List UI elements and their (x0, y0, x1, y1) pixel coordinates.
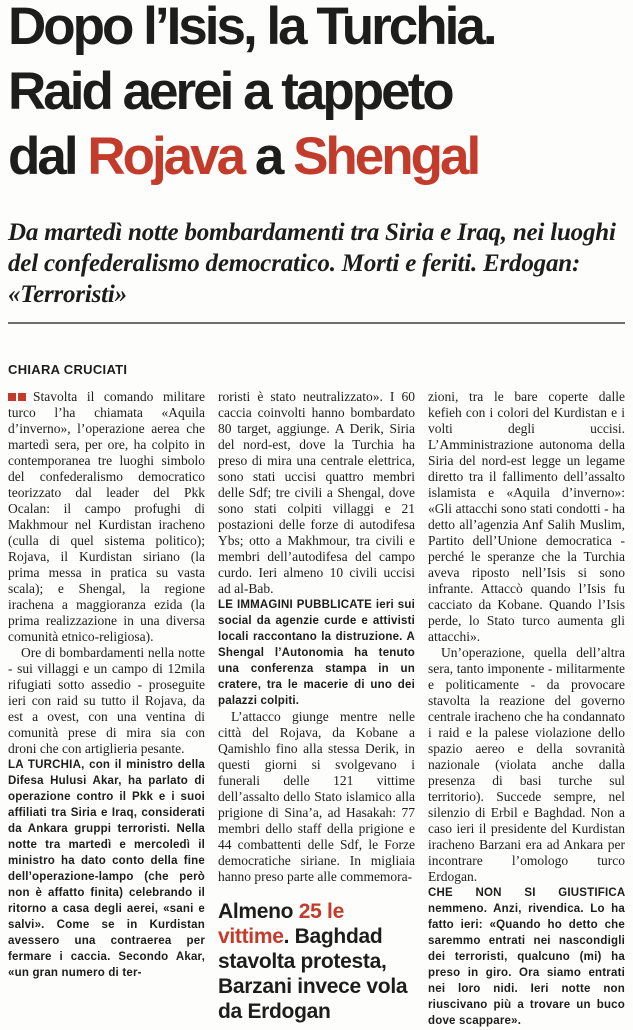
headline-line (8, 59, 625, 124)
article-column-3 (428, 389, 625, 1029)
plain-text: Dopo l’Isis, la Turchia. (8, 0, 495, 56)
plain-text: a (243, 127, 294, 186)
accent-text: 25 le vittime (218, 900, 344, 948)
run-in-head: LA TURCHIA, (8, 759, 85, 771)
paragraph: L’attacco giunge mentre nelle città del Rojava, da Kobane a Qamishlo fino alla stessa Derik, in questi giorni si svolgevano i funerali delle 121 vittime dell’assalto dello Stato islamico alla prigione di Sina’a, ad Hasakah: 77 membri dello staff della prigione e 44 combattenti delle Sdf, le Forze democratiche siriane. In migliaia hanno preso parte alle commemora- (218, 709, 415, 884)
paragraph: LE IMMAGINI PUBBLICATE ieri sui social da agenzie curde e attivisti locali raccontano la distruzione. A Shengal l’Autonomia ha tenuto una conferenza stampa in un cratere, tra le macerie di uno dei palazzi colpiti. (218, 599, 415, 707)
plain-text: dal (8, 127, 88, 186)
pull-quote (218, 899, 415, 1024)
article-column-1 (8, 389, 205, 1029)
paragraph: Stavolta il comando militare turco l’ha chiamata «Aquila d’inverno», l’operazione aerea che martedì sera, per ore, ha colpito in contemporanea tre luoghi simbolo del confederalismo democratico teorizzato dal leader del Pkk Ocalan: il campo profughi di Makhmour nel Kurdistan iracheno (culla di quel sistema politico); Rojava, il Kurdistan siriano (la prima messa in pratica su vasta scala); e Shengal, la regione irachena a maggioranza ezida (la prima realizzazione in una diversa comunità etnico-religiosa). (8, 389, 205, 644)
plain-text: Raid aerei a tappeto (8, 62, 452, 121)
headline (8, 0, 625, 189)
headline-line (8, 0, 625, 59)
plain-text: . Baghdad stavolta protesta, Barzani invece vola da Erdogan (218, 925, 408, 1023)
paragraph: roristi è stato neutralizzato». I 60 caccia coinvolti hanno bombardato 80 target, aggiunge. A Derik, Siria del nord-est, dove la Turchia ha preso di mira una centrale elettrica, sono stati uccisi quattro membri delle Sdf; tre civili a Shengal, dove sono stati colpiti villaggi e 21 postazioni delle forze di autodifesa Ybs; otto a Makhmour, tra civili e membri dell’autodifesa del campo curdo. Ieri almeno 10 civili uccisi ad al-Bab. (218, 389, 415, 596)
paragraph: Ore di bombardamenti nella notte - sui villaggi e un campo di 12mila rifugiati sotto assedio - proseguite ieri con raid su tutto il Rojava, da est a ovest, con una ventina di comunità prese di mira sia con droni che con artiglieria pesante. (8, 645, 205, 756)
accent-text: Shengal (293, 127, 479, 186)
plain-text: Almeno (218, 900, 299, 923)
paragraph: zioni, tra le bare coperte dalle kefieh con i colori del Kurdistan e i volti degli uccisi. L’Amministrazione autonoma della Siria del nord-est legge un legame diretto tra il fallimento dell’assalto islamista e «Aquila d’inverno»: «Gli attacchi sono stati condotti - ha detto all’agenzia Anf Salih Muslim, Partito dell’Unione democratica - perché le speranze che la Turchia aveva riposto nell’Isis si sono infrante. Attaccò quando l’Isis fu cacciato da Kobane. Quando l’Isis perde, lo Stato turco aumenta gli attacchi». (428, 389, 625, 644)
standfirst: Da martedì notte bombardamenti tra Siria e Iraq, nei luoghi del confederalismo democratico. Morti e feriti. Erdogan: «Terroristi» (8, 219, 616, 308)
paragraph: Un’operazione, quella dell’altra sera, tanto imponente - militarmente e politicamente - da provocare stavolta la reazione del governo centrale iracheno che ha condannato i raid e la palese violazione dello spazio aereo e della sovranità nazionale (violata anche dalla presenza di basi turche sul territorio). Succede sempre, nel silenzio di Erbil e Baghdad. Non a caso ieri il presidente del Kurdistan iracheno Barzani era ad Ankara per incontrare l’omologo turco Erdogan. (428, 645, 625, 884)
paragraph: LA TURCHIA, con il ministro della Difesa Hulusi Akar, ha parlato di operazione contro il Pkk e i suoi affiliati tra Siria e Iraq, considerati da Ankara gruppi terroristi. Nella notte tra martedì e mercoledì il ministro ha dato conto della fine dell’operazione-lampo (che però non è affatto finita) celebrando il ritorno a casa degli aerei, «sani e salvi». Come se in Kurdistan avessero una contraerea per fermare i caccia. Secondo Akar, «un gran numero di ter- (8, 759, 205, 979)
paragraph-start-squares-icon (8, 389, 28, 405)
header-divider (8, 322, 625, 324)
article-body (8, 389, 625, 1029)
article-header (8, 0, 625, 324)
article-column-2 (218, 389, 415, 1029)
headline-line (8, 124, 625, 189)
run-in-head: LE IMMAGINI PUBBLICATE (218, 599, 372, 611)
accent-text: Rojava (87, 127, 244, 186)
byline: CHIARA CRUCIATI (8, 362, 128, 377)
run-in-head: CHE NON SI GIUSTIFICA (428, 887, 625, 899)
paragraph: CHE NON SI GIUSTIFICA nemmeno. Anzi, rivendica. Lo ha fatto ieri: «Quando ho detto che saremmo entrati nei nascondigli dei terroristi, qualcuno (mi) ha preso in giro. Ora siamo entrati nei loro nidi. Ieri notte non riuscivano più a trovare un buco dove scappare». (428, 887, 625, 1027)
